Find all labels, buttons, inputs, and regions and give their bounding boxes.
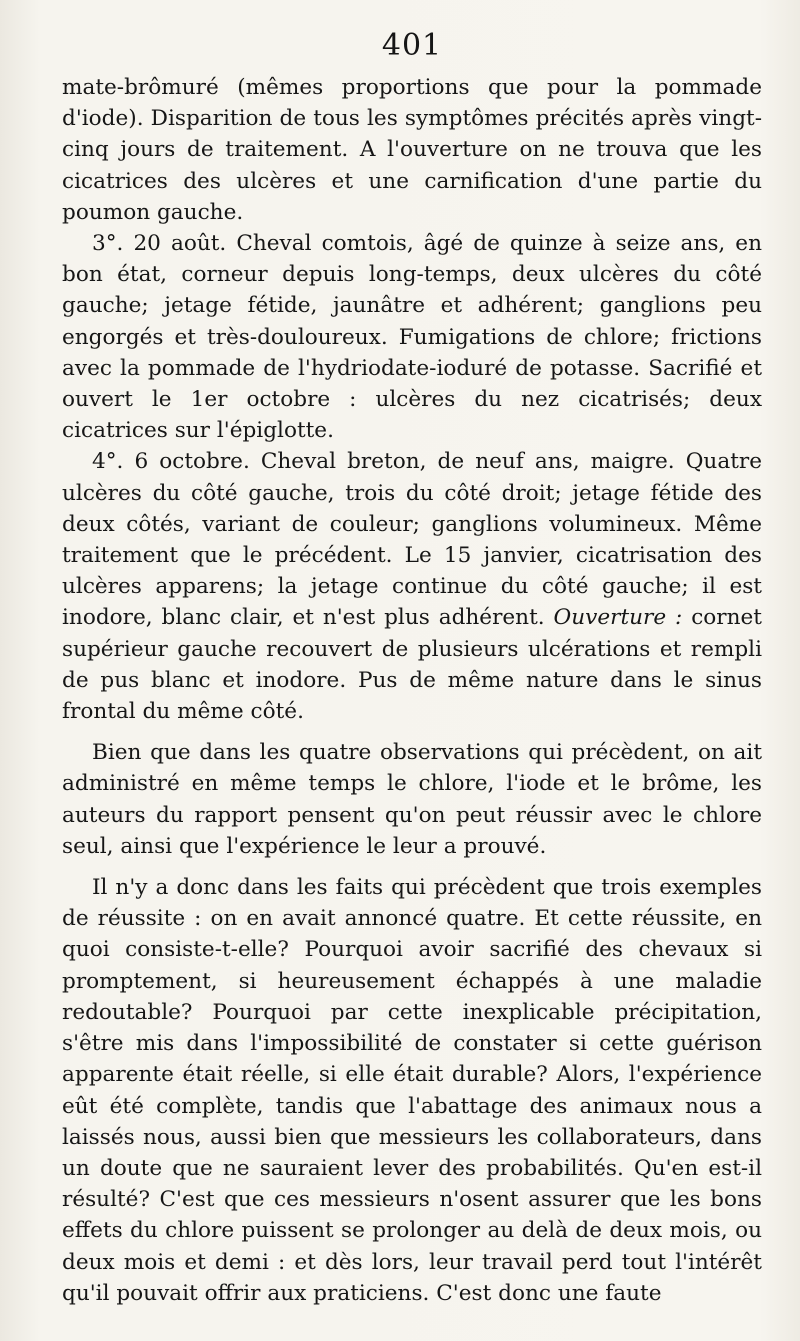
paragraph-4: Bien que dans les quatre observations qui précèdent, on ait administré en même temps le chlore, l'iode et le brôme, les auteurs du rapport pensent qu'on peut réussir avec le chlore seul, ainsi que l'expérience le leur a prouvé. (62, 740, 762, 859)
paragraph-3 (62, 446, 762, 727)
paragraph-3-start: 4°. 6 octobre. Cheval breton, de neuf ans, maigre. Quatre ulcères du côté gauche, trois du côté droit; jetage fétide des deux côtés, variant de couleur; ganglions volumineux. Même traitement que le précédent. Le 15 janvier, cicatrisation des ulcères apparens; la jetage continue du côté gauche; il est inodore, blanc clair, et n'est plus adhérent. (62, 449, 762, 631)
paragraph-5: Il n'y a donc dans les faits qui précèdent que trois exemples de réussite : on en avait annoncé quatre. Et cette réussite, en quoi consiste-t-elle? Pourquoi avoir sacrifié des chevaux si promptement, si heureusement échappés à une maladie redoutable? Pourquoi par cette inexplicable précipitation, s'être mis dans l'impossibilité de constater si cette guérison apparente était réelle, si elle était durable? Alors, l'expérience eût été complète, tandis que l'abattage des animaux nous a laissés nous, aussi bien que messieurs les collaborateurs, dans un doute que ne sauraient lever des probabilités. Qu'en est-il résulté? C'est que ces messieurs n'osent assurer que les bons effets du chlore puissent se prolonger au delà de deux mois, ou deux mois et demi : et dès lors, leur travail perd tout l'intérêt qu'il pouvait offrir aux praticiens. C'est donc une faute (62, 875, 762, 1306)
paragraph-3-italic: Ouverture : (553, 605, 683, 631)
page-number: 401 (381, 28, 443, 63)
paragraph-2: 3°. 20 août. Cheval comtois, âgé de quinze à seize ans, en bon état, corneur depuis long-temps, deux ulcères du côté gauche; jetage fétide, jaunâtre et adhérent; ganglions peu engorgés et très-douloureux. Fumigations de chlore; frictions avec la pommade de l'hydriodate-ioduré de potasse. Sacrifié et ouvert le 1er octobre : ulcères du nez cicatrisés; deux cicatrices sur l'épiglotte. (62, 231, 762, 444)
paragraph-1: mate-brômuré (mêmes proportions que pour la pommade d'iode). Disparition de tous les symptômes précités après vingt-cinq jours de traitement. A l'ouverture on ne trouva que les cicatrices des ulcères et une carnification d'une partie du poumon gauche. (62, 75, 762, 225)
paragraph-3-end: cornet supérieur gauche recouvert de plusieurs ulcérations et rempli de pus blanc et inodore. Pus de même nature dans le sinus frontal du même côté. (62, 605, 762, 725)
body-text (62, 72, 762, 1309)
